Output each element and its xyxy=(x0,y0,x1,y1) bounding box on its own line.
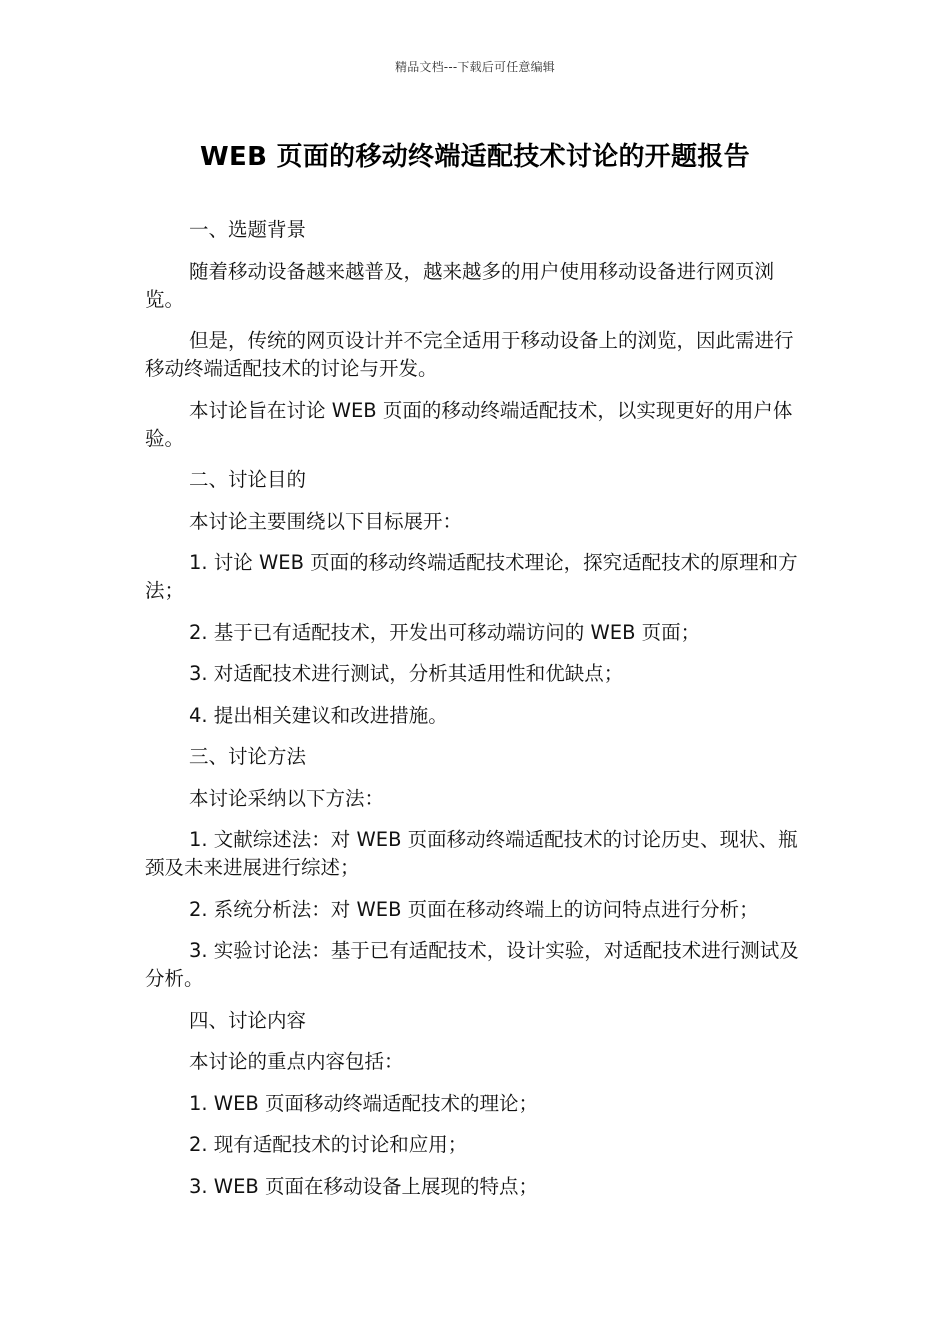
section-heading-background: 一、选题背景 xyxy=(189,218,307,241)
section-heading-content: 四、讨论内容 xyxy=(189,1008,307,1032)
list-item: 1. 讨论 WEB 页面的移动终端适配技术理论，探究适配技术的原理和方法； xyxy=(145,551,798,602)
paragraph: 但是，传统的网页设计并不完全适用于移动设备上的浏览，因此需进行移动终端适配技术的讨论与开发。 xyxy=(145,329,794,380)
list-item: 3. WEB 页面在移动设备上展现的特点； xyxy=(189,1174,538,1198)
list-item: 4. 提出相关建议和改进措施。 xyxy=(189,703,448,727)
paragraph: 本讨论的重点内容包括： xyxy=(189,1050,404,1073)
header-note: 精品文档---下载后可任意编辑 xyxy=(395,60,555,74)
list-item: 2. 基于已有适配技术，开发出可移动端访问的 WEB 页面； xyxy=(189,620,701,644)
list-item: 2. 现有适配技术的讨论和应用； xyxy=(189,1133,468,1156)
list-item: 3. 对适配技术进行测试，分析其适用性和优缺点； xyxy=(189,662,624,685)
list-item: 1. 文献综述法：对 WEB 页面移动终端适配技术的讨论历史、现状、瓶颈及未来进展进行综述； xyxy=(145,828,798,879)
paragraph: 随着移动设备越来越普及，越来越多的用户使用移动设备进行网页浏览。 xyxy=(145,259,775,311)
section-heading-methods: 三、讨论方法 xyxy=(189,745,307,768)
paragraph: 本讨论旨在讨论 WEB 页面的移动终端适配技术，以实现更好的用户体验。 xyxy=(145,398,793,450)
list-item: 1. WEB 页面移动终端适配技术的理论； xyxy=(189,1091,538,1115)
list-item: 2. 系统分析法：对 WEB 页面在移动终端上的访问特点进行分析； xyxy=(189,897,759,921)
paragraph: 本讨论采纳以下方法： xyxy=(189,786,385,810)
section-heading-purpose: 二、讨论目的 xyxy=(189,468,307,491)
paragraph: 本讨论主要围绕以下目标展开： xyxy=(189,509,463,533)
document-body xyxy=(145,216,810,1214)
document-title: WEB 页面的移动终端适配技术讨论的开题报告 xyxy=(200,142,750,172)
list-item: 3. 实验讨论法：基于已有适配技术，设计实验，对适配技术进行测试及分析。 xyxy=(145,939,799,990)
